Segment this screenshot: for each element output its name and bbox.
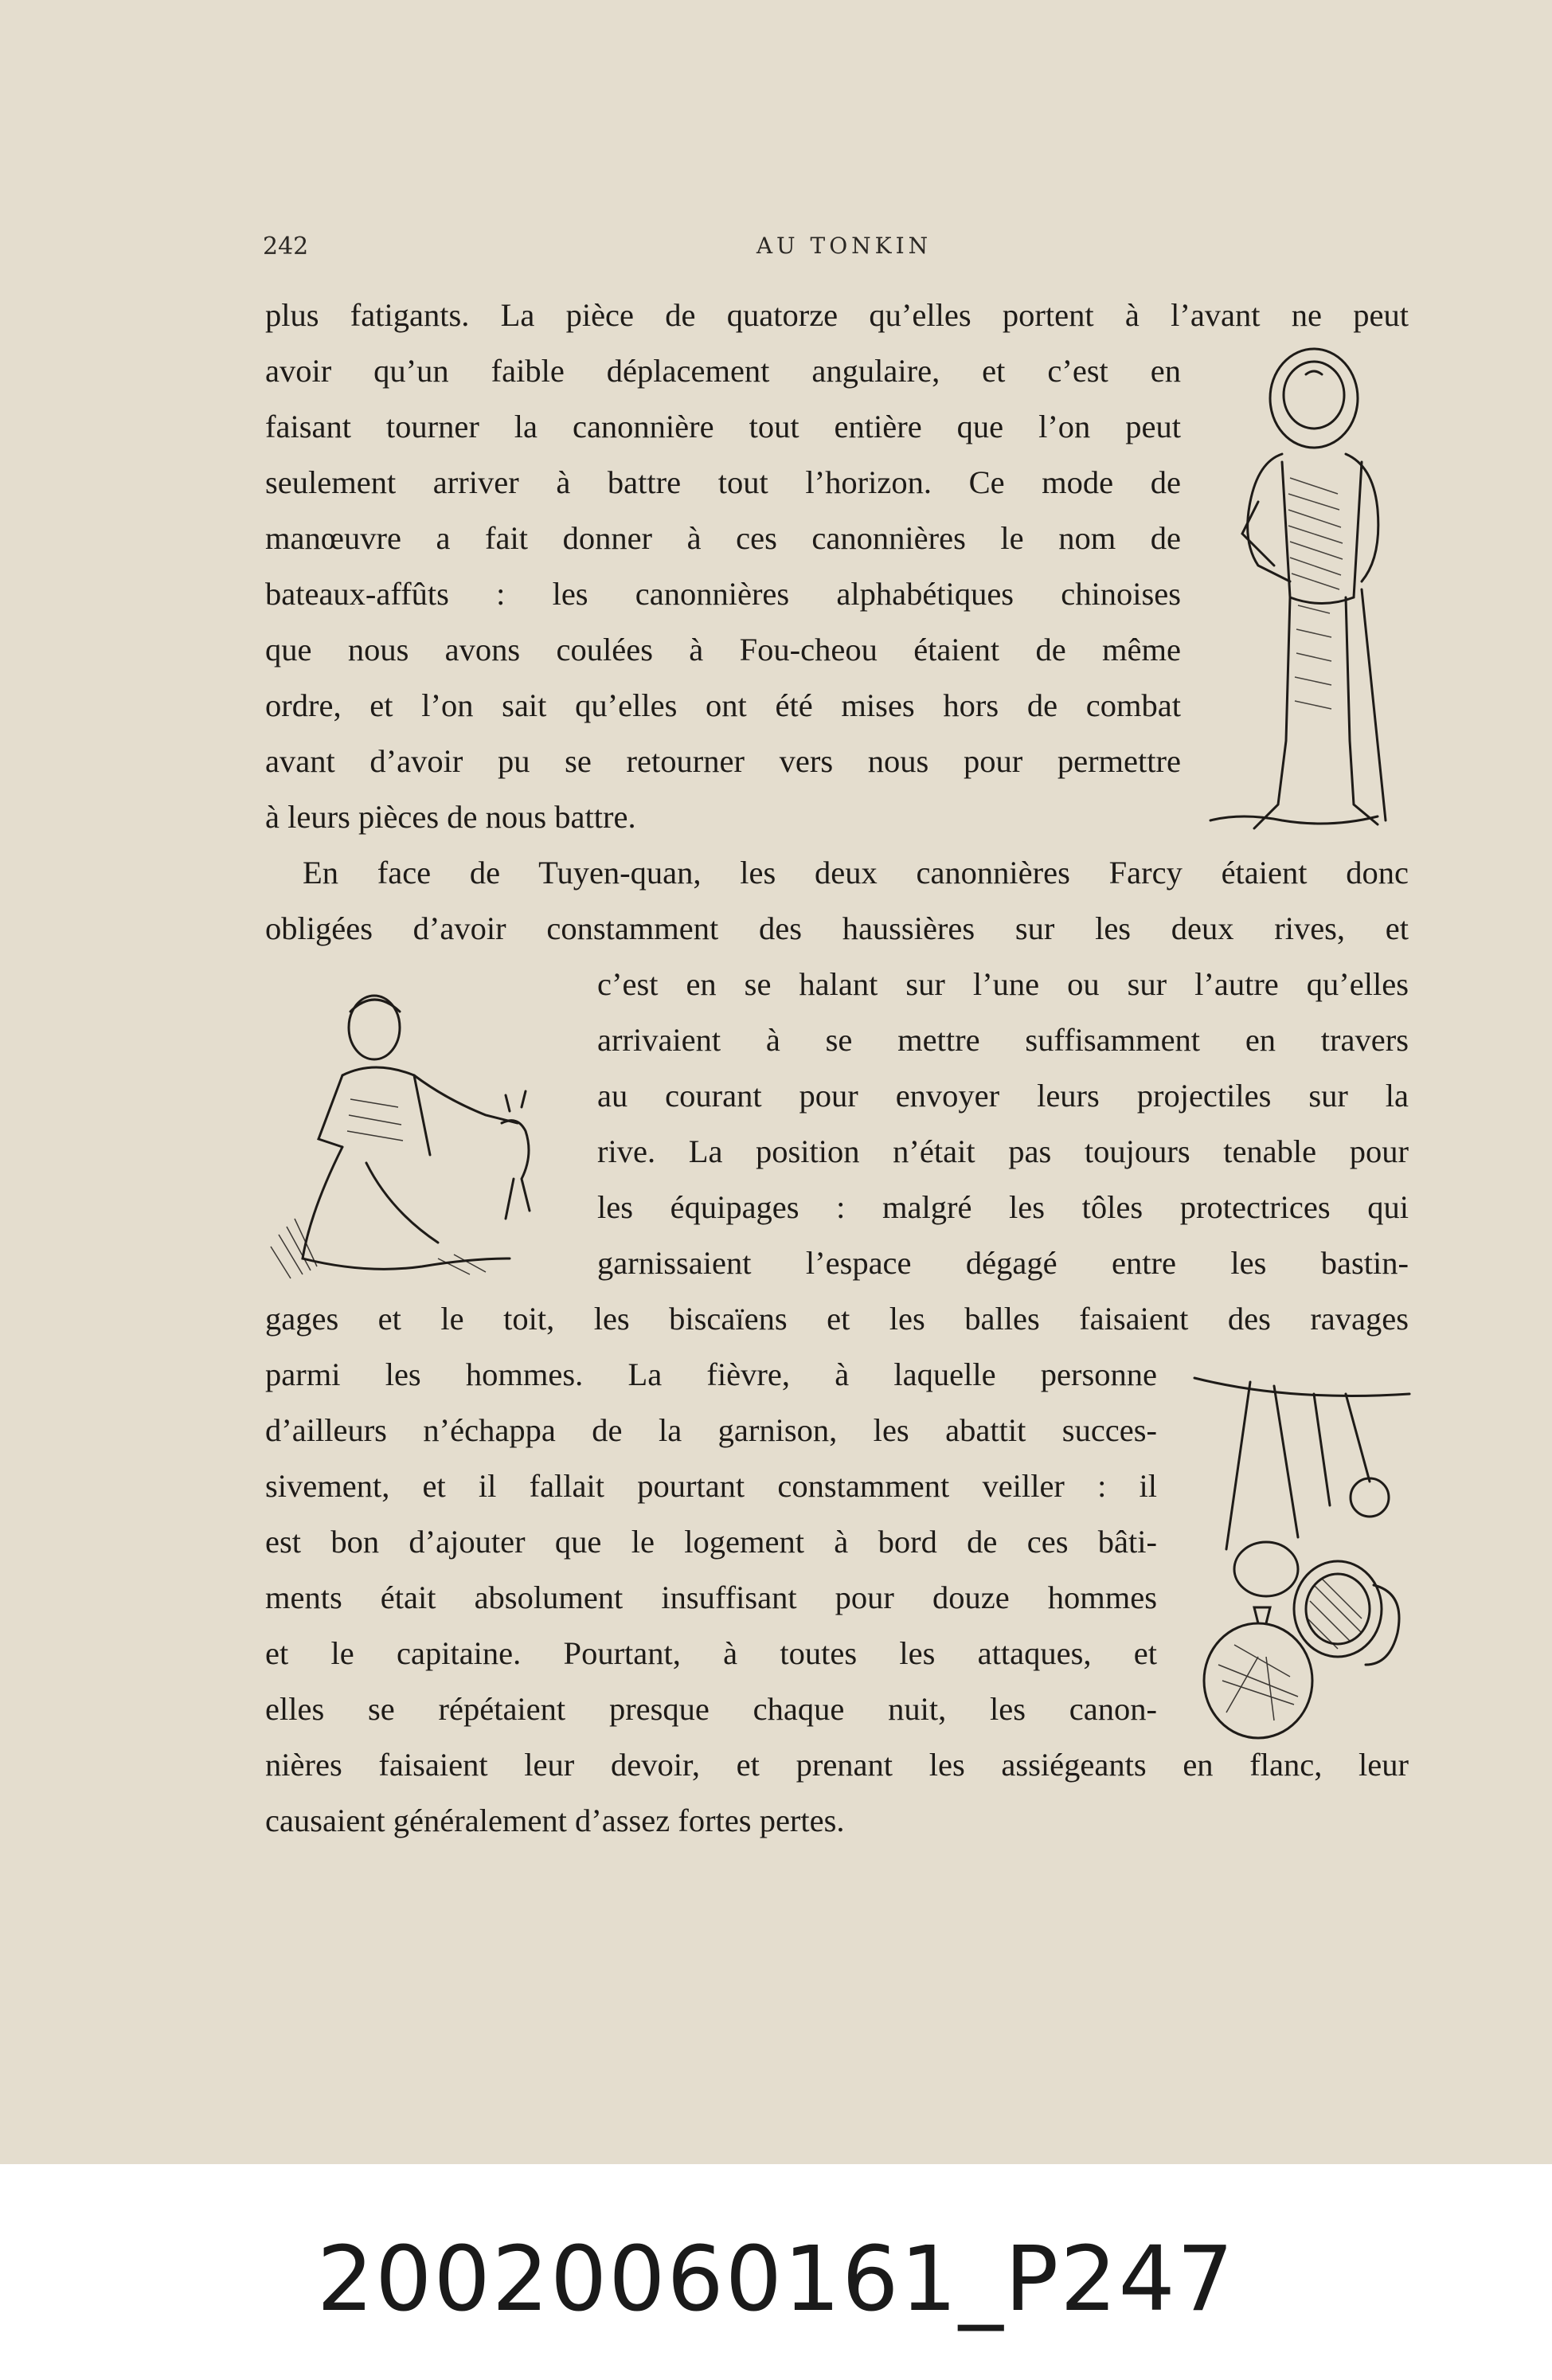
text-line: nières faisaient leur devoir, et prenant les assiégeants en flanc, leur: [265, 1747, 1409, 1783]
text-line: à leurs pièces de nous battre.: [265, 799, 636, 835]
page-number: 242: [263, 233, 309, 260]
running-head: [263, 233, 1425, 264]
text-line: bateaux-affûts : les canonnières alphabétiques chinoises: [265, 576, 1181, 612]
text-line: En face de Tuyen-quan, les deux canonnières Farcy étaient donc: [303, 855, 1409, 891]
text-line: est bon d’ajouter que le logement à bord de ces bâti-: [265, 1524, 1157, 1560]
text-line: faisant tourner la canonnière tout entière que l’on peut: [265, 409, 1181, 444]
text-line: seulement arriver à battre tout l’horizon. Ce mode de: [265, 464, 1181, 500]
text-line: plus fatigants. La pièce de quatorze qu’elles portent à l’avant ne peut: [265, 297, 1409, 333]
text-line: elles se répétaient presque chaque nuit, les canon-: [265, 1691, 1157, 1727]
text-line: ordre, et l’on sait qu’elles ont été mises hors de combat: [265, 687, 1181, 723]
text-line: et le capitaine. Pourtant, à toutes les attaques, et: [265, 1635, 1157, 1671]
text-line: rive. La position n’était pas toujours tenable pour: [597, 1133, 1409, 1169]
text-line: obligées d’avoir constamment des haussières sur les deux rives, et: [265, 910, 1409, 946]
text-line: avant d’avoir pu se retourner vers nous pour permettre: [265, 743, 1181, 779]
text-line: ments était absolument insuffisant pour douze hommes: [265, 1579, 1157, 1615]
text-line: sivement, et il fallait pourtant constamment veiller : il: [265, 1468, 1157, 1504]
illustration-kneeling-woman: [263, 972, 589, 1298]
text-line: causaient généralement d’assez fortes pertes.: [265, 1803, 845, 1838]
text-line: manœuvre a fait donner à ces canonnières le nom de: [265, 520, 1181, 556]
illustration-standing-man: [1194, 343, 1401, 852]
illustration-hanging-cookware: [1186, 1370, 1417, 1744]
text-line: d’ailleurs n’échappa de la garnison, les abattit succes-: [265, 1412, 1157, 1448]
text-line: que nous avons coulées à Fou-cheou étaient de même: [265, 632, 1181, 667]
text-line: c’est en se halant sur l’une ou sur l’autre qu’elles: [597, 966, 1409, 1002]
catalog-footer: [0, 2164, 1552, 2380]
running-title: AU TONKIN: [756, 233, 932, 259]
text-line: les équipages : malgré les tôles protectrices qui: [597, 1189, 1409, 1225]
text-line: arrivaient à se mettre suffisamment en travers: [597, 1022, 1409, 1058]
text-line: gages et le toit, les biscaïens et les balles faisaient des ravages: [265, 1301, 1409, 1337]
text-line: parmi les hommes. La fièvre, à laquelle personne: [265, 1356, 1157, 1392]
text-line: avoir qu’un faible déplacement angulaire, et c’est en: [265, 353, 1181, 389]
text-line: garnissaient l’espace dégagé entre les bastin-: [597, 1245, 1409, 1281]
text-line: au courant pour envoyer leurs projectiles sur la: [597, 1078, 1409, 1114]
catalog-id: 20020060161_P247: [316, 2228, 1236, 2331]
